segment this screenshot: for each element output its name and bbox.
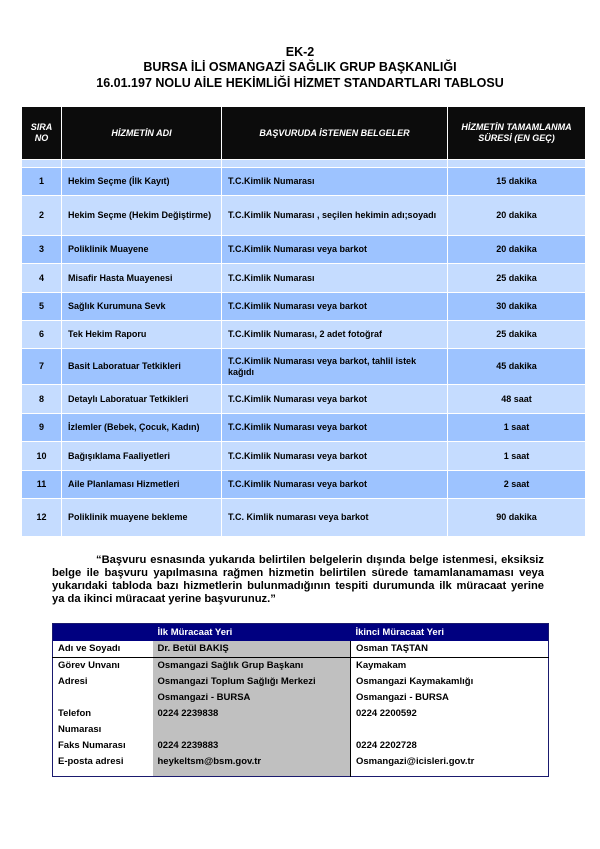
address-first-line1: Osmangazi Toplum Sağlığı Merkezi xyxy=(157,675,316,687)
contact-row-name xyxy=(53,641,549,658)
row-documents: T.C.Kimlik Numarası veya barkot xyxy=(222,414,448,442)
contact-header-row xyxy=(53,624,549,641)
row-service: Tek Hekim Raporu xyxy=(62,321,222,349)
row-time: 90 dakika xyxy=(448,499,586,537)
institution-title: BURSA İLİ OSMANGAZİ SAĞLIK GRUP BAŞKANLIĞI xyxy=(143,60,457,74)
table-title: 16.01.197 NOLU AİLE HEKİMLİĞİ HİZMET STANDARTLARI TABLOSU xyxy=(96,76,504,90)
row-service: Hekim Seçme (İlk Kayıt) xyxy=(62,168,222,196)
row-service: Bağışıklama Faaliyetleri xyxy=(62,442,222,471)
phone-label xyxy=(53,706,153,738)
contact-row-fax xyxy=(53,738,549,754)
row-documents: T.C. Kimlik numarası veya barkot xyxy=(222,499,448,537)
row-no: 3 xyxy=(22,236,62,264)
row-service: Aile Planlaması Hizmetleri xyxy=(62,471,222,499)
table-spacer-row xyxy=(22,160,586,168)
table-header-row xyxy=(22,107,586,160)
fax-second: 0224 2202728 xyxy=(351,738,549,754)
table-row xyxy=(22,385,586,414)
row-service: İzlemler (Bebek, Çocuk, Kadın) xyxy=(62,414,222,442)
row-time: 45 dakika xyxy=(448,349,586,385)
row-documents: T.C.Kimlik Numarası veya barkot xyxy=(222,236,448,264)
name-label: Adı ve Soyadı xyxy=(53,641,153,658)
row-documents: T.C.Kimlik Numarası veya barkot xyxy=(222,293,448,321)
table-row xyxy=(22,471,586,499)
phone-second: 0224 2200592 xyxy=(351,706,549,738)
row-no: 12 xyxy=(22,499,62,537)
row-time: 15 dakika xyxy=(448,168,586,196)
row-time: 25 dakika xyxy=(448,264,586,293)
row-documents: T.C.Kimlik Numarası xyxy=(222,264,448,293)
row-service: Detaylı Laboratuar Tetkikleri xyxy=(62,385,222,414)
address-first xyxy=(153,674,351,706)
title-first: Osmangazi Sağlık Grup Başkanı xyxy=(153,657,351,674)
contact-row-title xyxy=(53,657,549,674)
row-service: Poliklinik Muayene xyxy=(62,236,222,264)
row-no: 7 xyxy=(22,349,62,385)
row-documents: T.C.Kimlik Numarası veya barkot, tahlil istek kağıdı xyxy=(222,349,448,385)
title-second: Kaymakam xyxy=(351,657,549,674)
row-time: 1 saat xyxy=(448,414,586,442)
row-time: 20 dakika xyxy=(448,196,586,236)
address-second-line2: Osmangazi - BURSA xyxy=(356,691,449,703)
row-documents: T.C.Kimlik Numarası , seçilen hekimin adı;soyadı xyxy=(222,196,448,236)
table-row xyxy=(22,168,586,196)
contact-header-blank xyxy=(53,624,153,641)
row-no: 11 xyxy=(22,471,62,499)
row-time: 25 dakika xyxy=(448,321,586,349)
row-no: 5 xyxy=(22,293,62,321)
row-no: 2 xyxy=(22,196,62,236)
row-no: 1 xyxy=(22,168,62,196)
table-row xyxy=(22,196,586,236)
table-row xyxy=(22,264,586,293)
email-second[interactable]: Osmangazi@icisleri.gov.tr xyxy=(351,754,549,777)
contact-header-second: İkinci Müracaat Yeri xyxy=(351,624,549,641)
row-service: Hekim Seçme (Hekim Değiştirme) xyxy=(62,196,222,236)
row-no: 4 xyxy=(22,264,62,293)
row-time: 1 saat xyxy=(448,442,586,471)
email-label: E-posta adresi xyxy=(53,754,153,777)
row-documents: T.C.Kimlik Numarası veya barkot xyxy=(222,385,448,414)
col-header-documents: BAŞVURUDA İSTENEN BELGELER xyxy=(222,107,448,160)
name-second: Osman TAŞTAN xyxy=(351,641,549,658)
row-time: 48 saat xyxy=(448,385,586,414)
row-time: 20 dakika xyxy=(448,236,586,264)
table-row xyxy=(22,236,586,264)
col-header-no: SIRA NO xyxy=(22,107,62,160)
notice-paragraph: “Başvuru esnasında yukarıda belirtilen belgelerin dışında belge istenmesi, eksiksiz belge ile başvuru yapılmasına rağmen hizmetin belirtilen sürede tamamlanamaması veya yukarıdaki tabloda bazı hizmetlerin bulunmadığının tespiti durumunda ilk müracaat yerine ya da ikinci müracaat yerine başvurunuz.” xyxy=(52,554,544,605)
contact-table xyxy=(52,623,549,777)
table-row xyxy=(22,414,586,442)
row-service: Misafir Hasta Muayenesi xyxy=(62,264,222,293)
table-row xyxy=(22,442,586,471)
row-service: Sağlık Kurumuna Sevk xyxy=(62,293,222,321)
row-no: 10 xyxy=(22,442,62,471)
table-row xyxy=(22,499,586,537)
contact-row-address xyxy=(53,674,549,706)
address-label: Adresi xyxy=(53,674,153,706)
table-row xyxy=(22,293,586,321)
row-time: 30 dakika xyxy=(448,293,586,321)
table-row xyxy=(22,349,586,385)
address-second xyxy=(351,674,549,706)
title-label: Görev Unvanı xyxy=(53,657,153,674)
contact-row-email xyxy=(53,754,549,777)
address-first-line2: Osmangazi - BURSA xyxy=(157,691,251,703)
row-service: Basit Laboratuar Tetkikleri xyxy=(62,349,222,385)
fax-label: Faks Numarası xyxy=(53,738,153,754)
row-time: 2 saat xyxy=(448,471,586,499)
row-documents: T.C.Kimlik Numarası veya barkot xyxy=(222,442,448,471)
contact-row-phone xyxy=(53,706,549,738)
document-label: EK-2 xyxy=(285,45,315,59)
row-documents: T.C.Kimlik Numarası xyxy=(222,168,448,196)
service-standards-table xyxy=(21,106,586,537)
name-first: Dr. Betül BAKIŞ xyxy=(153,641,351,658)
col-header-service: HİZMETİN ADI xyxy=(62,107,222,160)
email-first[interactable]: heykeltsm@bsm.gov.tr xyxy=(153,754,351,777)
phone-first: 0224 2239838 xyxy=(153,706,351,738)
row-no: 8 xyxy=(22,385,62,414)
row-no: 6 xyxy=(22,321,62,349)
row-no: 9 xyxy=(22,414,62,442)
address-second-line1: Osmangazi Kaymakamlığı xyxy=(356,675,474,687)
col-header-time: HİZMETİN TAMAMLANMA SÜRESİ (EN GEÇ) xyxy=(448,107,586,160)
row-documents: T.C.Kimlik Numarası, 2 adet fotoğraf xyxy=(222,321,448,349)
phone-label-line1: Telefon xyxy=(58,707,92,719)
contact-header-first: İlk Müracaat Yeri xyxy=(153,624,351,641)
phone-label-line2: Numarası xyxy=(58,723,102,735)
table-row xyxy=(22,321,586,349)
fax-first: 0224 2239883 xyxy=(153,738,351,754)
row-service: Poliklinik muayene bekleme xyxy=(62,499,222,537)
row-documents: T.C.Kimlik Numarası veya barkot xyxy=(222,471,448,499)
